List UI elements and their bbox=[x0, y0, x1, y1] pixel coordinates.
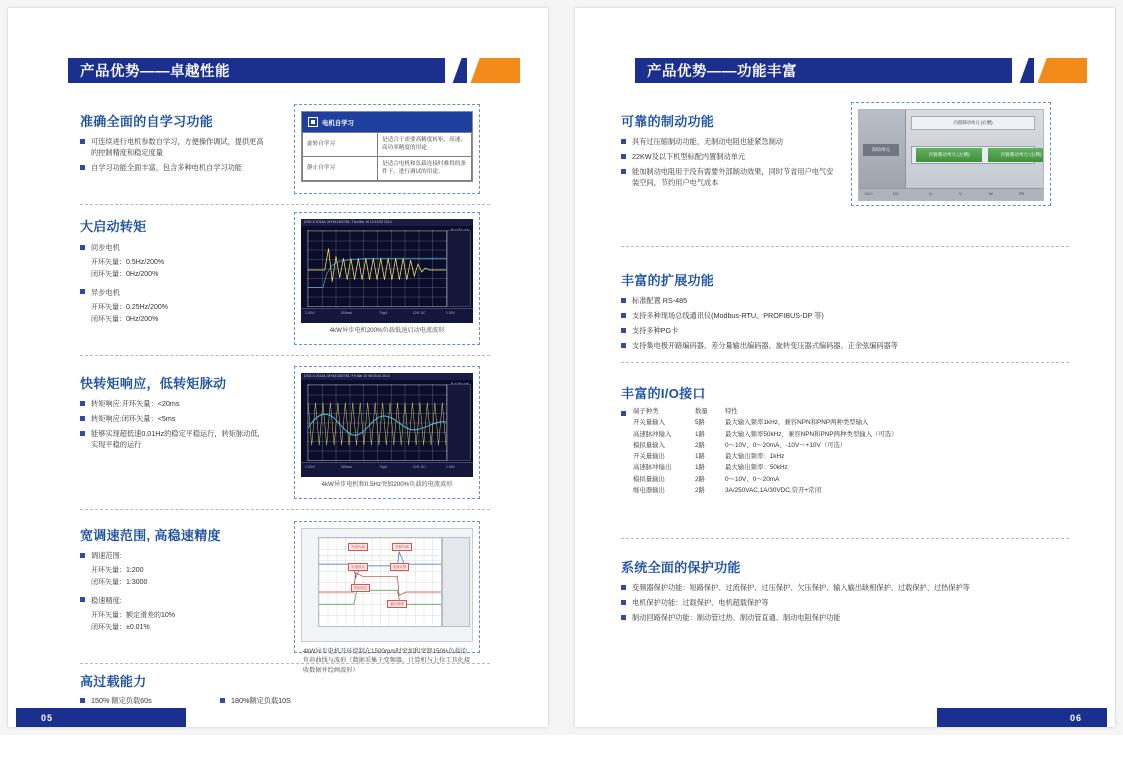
scope-figure-torque-response bbox=[294, 366, 480, 499]
chart-annotation: 电流反馈 bbox=[390, 563, 410, 571]
io-type: 开关量输入 bbox=[633, 419, 665, 427]
scope-setting: 1.00V bbox=[446, 311, 455, 315]
header-slash-divider bbox=[1012, 58, 1034, 83]
chart-annotation: 转速波动 bbox=[348, 563, 368, 571]
table-row bbox=[633, 451, 902, 462]
list-item: 支持集电极开路编码器、差分量输出编码器、旋转变压器式编码器、正余弦编码器等 bbox=[621, 340, 911, 351]
table-row bbox=[633, 417, 902, 428]
table-title: 电机自学习 bbox=[322, 119, 354, 127]
table-title-bar bbox=[302, 112, 472, 132]
list-item: 能够实现超低速0.01Hz的稳定平稳运行，转矩脉动低，实现平稳的运行 bbox=[80, 428, 270, 450]
list-item: 180%额定负载10S bbox=[220, 695, 360, 706]
table-row bbox=[633, 440, 902, 451]
scope-bottom-bar bbox=[301, 462, 473, 477]
io-count: 2路 bbox=[695, 475, 705, 483]
left-section-header bbox=[68, 58, 520, 83]
scope-setting: 500ms/ bbox=[341, 465, 353, 469]
divider bbox=[621, 362, 1069, 363]
list-item: 转矩响应:闭环矢量：<5ms bbox=[80, 413, 270, 424]
sub-line: 闭环矢量：±0.01% bbox=[91, 623, 150, 631]
list-item: 支持多种PG卡 bbox=[621, 325, 911, 336]
list-item: 能加制动电阻用于没有需要外部制动效果，同时节省用户电气安装空间，节约用户电气成本 bbox=[621, 166, 836, 188]
scope-topbar: DSO-X 2014A, MY5413027B1: Fri Mar 10 08:03:10 2014 bbox=[301, 373, 473, 380]
scope-setting: Trig'd bbox=[379, 311, 388, 315]
heading-expansion: 丰富的扩展功能 bbox=[621, 273, 715, 288]
scope-setting: 1.00V bbox=[446, 465, 455, 469]
oscilloscope-screenshot bbox=[301, 373, 473, 477]
drive-device-photo bbox=[858, 109, 1044, 201]
header-orange-accent bbox=[467, 58, 520, 83]
list-item: 具有过压缩制动功能，无制动电阻也能紧急制动 bbox=[621, 136, 836, 147]
io-type: 继电器输出 bbox=[633, 486, 665, 494]
divider bbox=[80, 509, 490, 510]
list-item: 稳速精度: bbox=[80, 595, 270, 606]
bullets-self-learning bbox=[80, 136, 270, 177]
table-cell-key: 静止自学习 bbox=[303, 156, 378, 180]
header-slash-divider bbox=[445, 58, 467, 83]
figure-caption: 4kW异步电机开环控制在1500rpm时突加和突卸150%负载的负荷曲线与波形（数据采集于变频器，计算机与上位工具化接收数据并绘画波形） bbox=[303, 648, 471, 674]
list-item: 标准配置 RS-485 bbox=[621, 295, 911, 306]
brake-module-right: 内置制动单元 (右侧) bbox=[988, 148, 1044, 162]
device-badge-label: 制动单元 bbox=[863, 144, 899, 156]
io-count: 1路 bbox=[695, 464, 705, 472]
scope-grid bbox=[307, 230, 447, 307]
scope-setting: 2.00V/ bbox=[305, 311, 315, 315]
col-header-type: 端子种类 bbox=[633, 408, 659, 415]
io-spec: 0～10V、0～20mA bbox=[725, 475, 780, 483]
io-count: 2路 bbox=[695, 441, 705, 449]
left-page-number: 05 bbox=[16, 708, 78, 727]
io-type: 模拟量输入 bbox=[633, 441, 665, 449]
scope-waveform bbox=[308, 385, 446, 460]
io-interface-table bbox=[633, 406, 902, 496]
self-learning-table-figure bbox=[294, 104, 480, 194]
table-row bbox=[633, 429, 902, 440]
device-terminal-strip bbox=[859, 188, 1043, 200]
io-spec: 最大输出频率：1kHz bbox=[725, 453, 785, 461]
sub-line: 开环矢量：0.5Hz/200% bbox=[91, 259, 165, 267]
right-page-number: 06 bbox=[1045, 708, 1107, 727]
list-item: 可连续进行电机参数自学习，方便操作调试，提供更高的控制精度和稳定度量 bbox=[80, 136, 270, 158]
list-item: 制动回路保护功能：制动管过热、制动管直通、制动电阻保护功能 bbox=[621, 612, 1071, 623]
device-top-label: 内置制动单元 (右侧) bbox=[911, 116, 1035, 130]
list-item: 同步电机 bbox=[80, 242, 270, 253]
io-count: 5路 bbox=[695, 419, 705, 427]
oscilloscope-screenshot bbox=[301, 219, 473, 323]
list-item: 电机保护功能：过载保护、电机超载保护等 bbox=[621, 597, 1071, 608]
list-item: 转矩响应:开环矢量：<20ms bbox=[80, 398, 270, 409]
divider bbox=[80, 663, 490, 664]
divider bbox=[80, 204, 490, 205]
table-row bbox=[633, 474, 902, 485]
bullets-brake bbox=[621, 136, 836, 193]
bullets-protection bbox=[621, 582, 1071, 627]
scope-side-panel bbox=[447, 384, 471, 461]
device-module-rail bbox=[911, 146, 1042, 164]
motor-learning-table bbox=[301, 111, 473, 182]
list-item: 150% 额定负载60s bbox=[80, 695, 210, 706]
chart-annotation: 输出频率 bbox=[387, 600, 407, 608]
bullets-overload-2 bbox=[220, 695, 360, 710]
heading-torque-response: 快转矩响应，低转矩脉动 bbox=[80, 376, 227, 391]
chart-plot-area bbox=[318, 537, 442, 627]
figure-caption: 4kW异步电机200%负载低速启动电流波形 bbox=[329, 327, 445, 334]
divider bbox=[80, 355, 490, 356]
chart-annotation: 转矩给定 bbox=[351, 584, 371, 592]
terminal-label: V bbox=[959, 191, 962, 196]
io-spec: 最大输入频率1kHz，兼容NPN和PNP两种类型输入 bbox=[725, 419, 869, 427]
table-row bbox=[303, 133, 472, 157]
io-count: 2路 bbox=[695, 486, 705, 494]
terminal-label: W bbox=[989, 191, 993, 196]
io-type: 高速脉冲输出 bbox=[633, 464, 672, 472]
divider bbox=[621, 246, 1069, 247]
header-orange-accent bbox=[1034, 58, 1087, 83]
bullets-torque-response bbox=[80, 398, 270, 455]
right-page bbox=[575, 8, 1115, 727]
terminal-label: U bbox=[929, 191, 932, 196]
list-item: 调速范围: bbox=[80, 550, 270, 561]
scope-side-panel bbox=[447, 230, 471, 307]
sub-line: 开环矢量：1:200 bbox=[91, 567, 144, 575]
io-type: 模拟量输出 bbox=[633, 475, 665, 483]
chart-annotation: 突加负载 bbox=[348, 543, 368, 551]
col-header-spec: 特性 bbox=[725, 408, 738, 415]
speed-range-figure bbox=[294, 521, 480, 674]
scope-setting: 2.00V/ bbox=[305, 465, 315, 469]
terminal-label: DC- bbox=[893, 191, 901, 196]
load-step-chart bbox=[301, 528, 473, 642]
io-count: 1路 bbox=[695, 453, 705, 461]
left-page bbox=[8, 8, 548, 727]
left-section-title: 产品优势——卓越性能 bbox=[68, 58, 445, 83]
col-header-count: 数量 bbox=[695, 408, 708, 415]
chart-legend-panel bbox=[442, 537, 470, 627]
terminal-label: DC+ bbox=[865, 191, 874, 196]
io-spec: 0～10V、0～20mA、-10V～+10V（可选） bbox=[725, 441, 847, 449]
io-count: 1路 bbox=[695, 430, 705, 438]
scope-waveform bbox=[308, 231, 446, 306]
heading-starting-torque: 大启动转矩 bbox=[80, 219, 147, 234]
sub-line: 开环矢量：额定滑差的10% bbox=[91, 611, 176, 619]
brake-module-left: 内置制动单元 (左侧) bbox=[916, 148, 982, 162]
io-type: 高速脉冲输入 bbox=[633, 430, 672, 438]
io-type: 开关量输出 bbox=[633, 453, 665, 461]
right-section-header bbox=[635, 58, 1087, 83]
scope-grid bbox=[307, 384, 447, 461]
list-item: 自学习功能全面丰富，包含多种电机自学习功能 bbox=[80, 162, 270, 173]
list-item: 变频器保护功能：短路保护、过流保护、过压保护、欠压保护、输入输出缺相保护、过载保护、过热保护等 bbox=[621, 582, 1071, 593]
bullets-starting-torque bbox=[80, 242, 270, 325]
heading-speed-range: 宽调速范围, 高稳速精度 bbox=[80, 528, 221, 543]
table-cell-value: 是适合于需要高精度转矩、高速、高功率精度的用途 bbox=[378, 133, 472, 157]
table-header-row bbox=[633, 406, 902, 417]
sub-line: 开环矢量：0.25Hz/200% bbox=[91, 303, 169, 311]
scope-setting: 500ms/ bbox=[341, 311, 353, 315]
bullets-speed-range bbox=[80, 550, 270, 633]
sub-line: 闭环矢量：0Hz/200% bbox=[91, 271, 159, 279]
list-item: 22KW及以下机型标配内置制动单元 bbox=[621, 151, 836, 162]
sub-line: 闭环矢量：0Hz/200% bbox=[91, 315, 159, 323]
heading-brake: 可靠的制动功能 bbox=[621, 114, 715, 129]
list-item: 异步电机 bbox=[80, 287, 270, 298]
figure-caption: 4kW异步电机和0.5Hz突加200%负载的电流波形 bbox=[321, 481, 453, 488]
heading-protection: 系统全面的保护功能 bbox=[621, 560, 741, 575]
heading-overload: 高过载能力 bbox=[80, 674, 147, 689]
monitor-icon bbox=[308, 117, 318, 127]
right-section-title: 产品优势——功能丰富 bbox=[635, 58, 1012, 83]
chart-annotation: 突卸负载 bbox=[392, 543, 412, 551]
list-item: 支持多种现场总线通讯仪(Modbus-RTU、PROFIBUS-DP 等) bbox=[621, 310, 911, 321]
sub-line: 闭环矢量：1:3000 bbox=[91, 579, 148, 587]
table-row bbox=[633, 485, 902, 496]
terminal-label: PE bbox=[1019, 191, 1025, 196]
divider bbox=[621, 538, 1069, 539]
scope-setting: CH1 DC bbox=[413, 465, 426, 469]
scope-setting: CH1 DC bbox=[413, 311, 426, 315]
heading-io: 丰富的I/O接口 bbox=[621, 386, 706, 401]
scope-figure-starting-torque bbox=[294, 212, 480, 345]
table-row bbox=[303, 156, 472, 180]
scope-bottom-bar bbox=[301, 308, 473, 323]
chart-curves bbox=[319, 538, 441, 618]
table-cell-value: 是适合电机和负载连接时难得的条件下，进行调试的用途。 bbox=[378, 156, 472, 180]
scope-topbar: DSO-X 2014A, MY5413027B1: Thu Mar 16 13:13:52 2014 bbox=[301, 219, 473, 226]
io-spec: 最大输入频率50kHz，兼容NPN和PNP两种类型输入（可选） bbox=[725, 430, 898, 438]
table-cell-key: 旋转自学习 bbox=[303, 133, 378, 157]
scope-setting: Trig'd bbox=[379, 465, 388, 469]
heading-self-learning: 准确全面的自学习功能 bbox=[80, 114, 214, 129]
io-spec: 最大输出频率：50kHz bbox=[725, 464, 788, 472]
io-spec: 3A/250VAC,1A/30VDC,常开+常闭 bbox=[725, 486, 821, 494]
brake-device-figure bbox=[851, 102, 1051, 206]
table-row bbox=[633, 462, 902, 473]
bullets-expansion bbox=[621, 295, 911, 356]
